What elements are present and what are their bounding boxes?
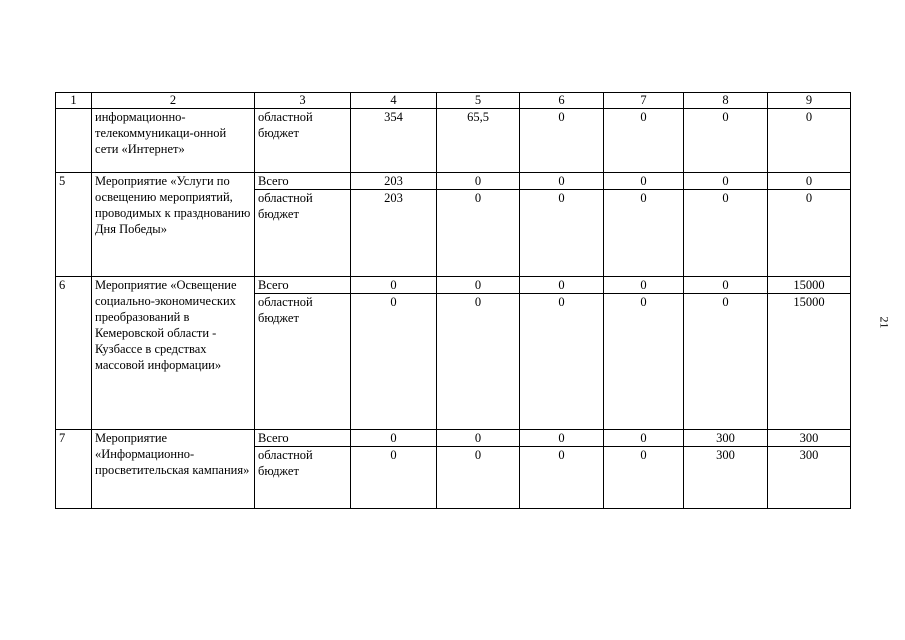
row-name-cell: Мероприятие «Информационно-просветительская кампания» [92, 430, 255, 509]
page-number: 21 [877, 316, 892, 329]
value-cell: 0 [437, 277, 520, 294]
value-cell: 0 [520, 109, 604, 173]
value-cell: 0 [604, 447, 684, 509]
value-cell: 0 [351, 430, 437, 447]
value-cell: 0 [684, 190, 768, 277]
value-cell: 300 [684, 430, 768, 447]
value-cell: 0 [437, 447, 520, 509]
header-cell: 9 [768, 93, 851, 109]
header-cell: 5 [437, 93, 520, 109]
value-cell: 0 [520, 430, 604, 447]
row-index-cell: 5 [56, 173, 92, 277]
table-header-row [56, 93, 851, 109]
value-cell: 0 [520, 190, 604, 277]
value-cell: 0 [604, 109, 684, 173]
value-cell: 0 [351, 294, 437, 430]
table-row [56, 430, 851, 447]
value-cell: 65,5 [437, 109, 520, 173]
header-cell: 8 [684, 93, 768, 109]
header-cell: 2 [92, 93, 255, 109]
table-row-continuation [56, 109, 851, 173]
value-cell: 0 [520, 447, 604, 509]
value-cell: 0 [437, 190, 520, 277]
row-total-label: Всего [255, 430, 351, 447]
row-index-cell: 7 [56, 430, 92, 509]
value-cell: 203 [351, 190, 437, 277]
value-cell: 0 [604, 277, 684, 294]
value-cell: 0 [684, 294, 768, 430]
value-cell: 0 [437, 430, 520, 447]
value-cell: 300 [768, 430, 851, 447]
value-cell: 300 [768, 447, 851, 509]
header-cell: 6 [520, 93, 604, 109]
value-cell: 0 [520, 294, 604, 430]
value-cell: 15000 [768, 294, 851, 430]
value-cell: 203 [351, 173, 437, 190]
row-source-cell: областной бюджет [255, 109, 351, 173]
header-cell: 4 [351, 93, 437, 109]
row-source-cell: областной бюджет [255, 294, 351, 430]
value-cell: 0 [520, 277, 604, 294]
table-row [56, 277, 851, 294]
value-cell: 0 [520, 173, 604, 190]
value-cell: 15000 [768, 277, 851, 294]
row-source-cell: областной бюджет [255, 447, 351, 509]
value-cell: 0 [768, 190, 851, 277]
value-cell: 0 [684, 109, 768, 173]
value-cell: 0 [351, 277, 437, 294]
value-cell: 0 [768, 173, 851, 190]
value-cell: 0 [604, 173, 684, 190]
value-cell: 0 [604, 190, 684, 277]
header-cell: 7 [604, 93, 684, 109]
value-cell: 0 [437, 173, 520, 190]
table-row [56, 173, 851, 190]
value-cell: 0 [604, 294, 684, 430]
value-cell: 0 [437, 294, 520, 430]
value-cell: 0 [684, 173, 768, 190]
row-name-cell: Мероприятие «Освещение социально-экономических преобразований в Кемеровской области - Кузбассе в средствах массовой информации» [92, 277, 255, 430]
value-cell: 354 [351, 109, 437, 173]
row-total-label: Всего [255, 173, 351, 190]
row-name-cell: Мероприятие «Услуги по освещению мероприятий, проводимых к празднованию Дня Победы» [92, 173, 255, 277]
value-cell: 0 [768, 109, 851, 173]
row-index-cell [56, 109, 92, 173]
header-cell: 3 [255, 93, 351, 109]
value-cell: 0 [351, 447, 437, 509]
value-cell: 0 [684, 277, 768, 294]
budget-table [55, 92, 851, 509]
row-source-cell: областной бюджет [255, 190, 351, 277]
value-cell: 300 [684, 447, 768, 509]
row-name-cell: информационно-телекоммуникаци-онной сети «Интернет» [92, 109, 255, 173]
value-cell: 0 [604, 430, 684, 447]
row-total-label: Всего [255, 277, 351, 294]
row-index-cell: 6 [56, 277, 92, 430]
header-cell: 1 [56, 93, 92, 109]
